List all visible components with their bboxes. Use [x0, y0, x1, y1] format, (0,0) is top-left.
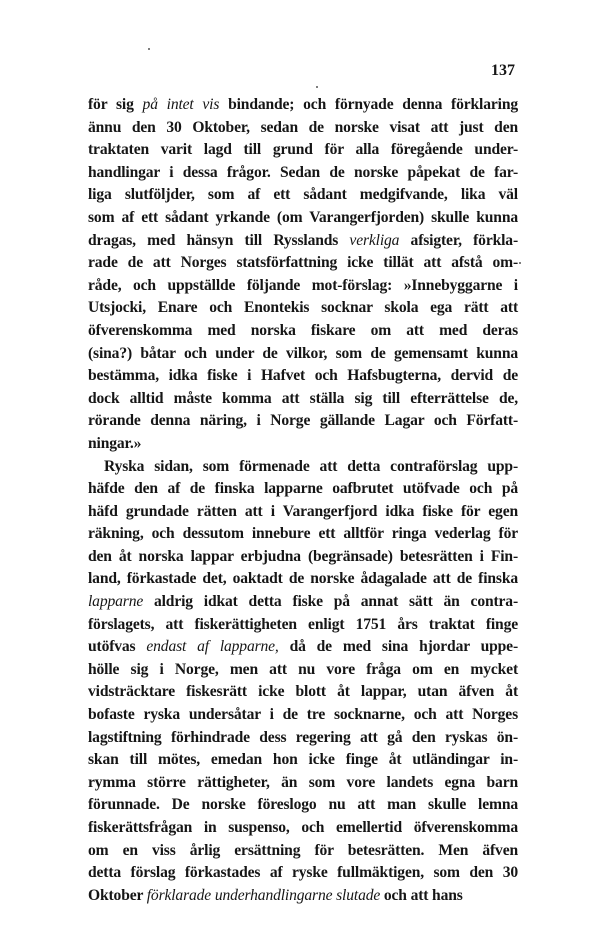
text-segment: detta förslag förkastades af ryske fullmäktigen, som den 30	[88, 864, 518, 882]
text-line	[88, 591, 518, 614]
text-segment: häfd grundade rätten att i Varangerfjord idka fiske för egen	[88, 502, 518, 520]
text-line	[88, 840, 518, 863]
text-segment: och att hans	[380, 886, 463, 904]
text-segment: rade de att Norges statsförfattning icke tillät att afstå om-	[88, 254, 518, 272]
speck-mark	[316, 86, 318, 88]
text-line	[88, 388, 518, 411]
text-segment: häfde den af de finska lapparne oafbrutet utöfvade och på	[88, 480, 518, 498]
text-segment: råde, och uppställde följande mot-förslag: »Innebyggarne i	[88, 276, 518, 294]
text-line	[88, 297, 518, 320]
text-segment: (sina?) båtar och under de vilkor, som de gemensamt kunna	[88, 344, 518, 362]
text-segment: utöfvas	[88, 638, 147, 656]
text-segment: Oktober	[88, 886, 147, 904]
text-segment: dragas, med hänsyn till Rysslands	[88, 231, 350, 249]
text-segment: rymma större rättigheter, än som vore landets egna barn	[88, 773, 518, 791]
text-line	[88, 433, 518, 456]
text-segment: Ryska sidan, som förmenade att detta contraförslag upp-	[104, 457, 518, 475]
text-line	[88, 636, 518, 659]
italic-text-segment: på intet vis	[142, 96, 220, 113]
text-line	[88, 184, 518, 207]
text-segment: den åt norska lappar erbjudna (begränsade) betesrätten i Fin-	[88, 547, 518, 565]
text-line	[88, 794, 518, 817]
text-line	[88, 207, 518, 230]
text-line	[88, 523, 518, 546]
text-segment: öfverenskomma med norska fiskare om att med deras	[88, 321, 518, 339]
text-segment: land, förkastade det, oaktadt de norske ådagalade att de finska	[88, 570, 518, 588]
text-line	[88, 614, 518, 637]
text-line	[88, 546, 518, 569]
text-line	[88, 343, 518, 366]
text-segment: vidsträcktare fiskesrätt icke blott åt lappar, utan äfven åt	[88, 683, 518, 701]
text-line	[88, 862, 518, 885]
text-segment: afsigter, förkla-	[399, 231, 518, 249]
text-line	[88, 117, 518, 140]
text-segment: om en viss årlig ersättning för betesrätten. Men äfven	[88, 841, 518, 859]
text-segment: traktaten varit lagd till grund för alla föregående under-	[88, 141, 518, 159]
text-segment: som af ett sådant yrkande (om Varangerfjorden) skulle kunna	[88, 208, 518, 226]
text-segment: bestämma, idka fiske i Hafvet och Hafsbugterna, dervid de	[88, 367, 518, 385]
text-segment: förslagets, att fiskerättigheten enligt 1751 års traktat finge	[88, 615, 518, 633]
text-segment: hölle sig i Norge, men att nu vore fråga om en mycket	[88, 660, 518, 678]
speck-mark	[148, 48, 150, 50]
text-line	[88, 478, 518, 501]
text-line	[88, 772, 518, 795]
text-line	[88, 749, 518, 772]
text-segment: lagstiftning förhindrade dess regering att gå den ryskas ön-	[88, 728, 518, 746]
text-segment: liga slutföljder, som af ett sådant medgifvande, lika väl	[88, 186, 518, 204]
text-line	[88, 230, 518, 253]
text-line	[88, 320, 518, 343]
text-segment: då de med sina hjordar uppe-	[278, 638, 518, 656]
italic-text-segment: verkliga	[349, 231, 400, 249]
text-line	[88, 817, 518, 840]
italic-text-segment: förklarade underhandlingarne slutade	[146, 886, 381, 904]
page-number: 137	[491, 62, 515, 79]
text-segment: handlingar i dessa frågor. Sedan de norske påpekat de far-	[88, 163, 518, 181]
text-segment: skan till mötes, emedan hon icke finge åt utländingar in-	[88, 751, 518, 769]
text-line	[88, 456, 518, 479]
text-segment: för sig	[88, 96, 143, 113]
text-segment: ningar.»	[88, 434, 142, 452]
text-segment: rörande denna näring, i Norge gällande Lagar och Författ-	[88, 412, 518, 430]
text-segment: Utsjocki, Enare och Enontekis socknar skola ega rätt att	[88, 299, 518, 317]
italic-text-segment: lapparne	[88, 593, 144, 611]
italic-text-segment: endast af lapparne,	[146, 638, 279, 656]
body-text	[88, 94, 518, 907]
text-line	[88, 94, 518, 117]
text-line	[88, 501, 518, 524]
text-segment: fiskerättsfrågan in suspenso, och emellertid öfverenskomma	[88, 819, 518, 836]
text-segment: bindande; och förnyade denna förklaring	[219, 96, 518, 113]
speck-mark	[519, 262, 521, 264]
text-line	[88, 568, 518, 591]
text-segment: ännu den 30 Oktober, sedan de norske visat att just den	[88, 118, 518, 136]
text-segment: bofaste ryska undersåtar i de tre socknarne, och att Norges	[88, 706, 518, 724]
text-line	[88, 659, 518, 682]
text-line	[88, 410, 518, 433]
text-line	[88, 704, 518, 727]
text-line	[88, 139, 518, 162]
text-segment: dock alltid måste komma att ställa sig till efterrättelse de,	[88, 389, 518, 407]
text-line	[88, 365, 518, 388]
text-segment: förunnade. De norske föreslogo nu att man skulle lemna	[88, 796, 518, 814]
text-line	[88, 275, 518, 298]
text-segment: räkning, och dessutom inneburе ett alltför ringa vederlag för	[88, 525, 518, 543]
text-line	[88, 252, 518, 275]
text-segment: aldrig idkat detta fiske på annat sätt än contra-	[143, 593, 518, 611]
text-line	[88, 727, 518, 750]
text-line	[88, 162, 518, 185]
text-line	[88, 885, 518, 908]
text-line	[88, 681, 518, 704]
